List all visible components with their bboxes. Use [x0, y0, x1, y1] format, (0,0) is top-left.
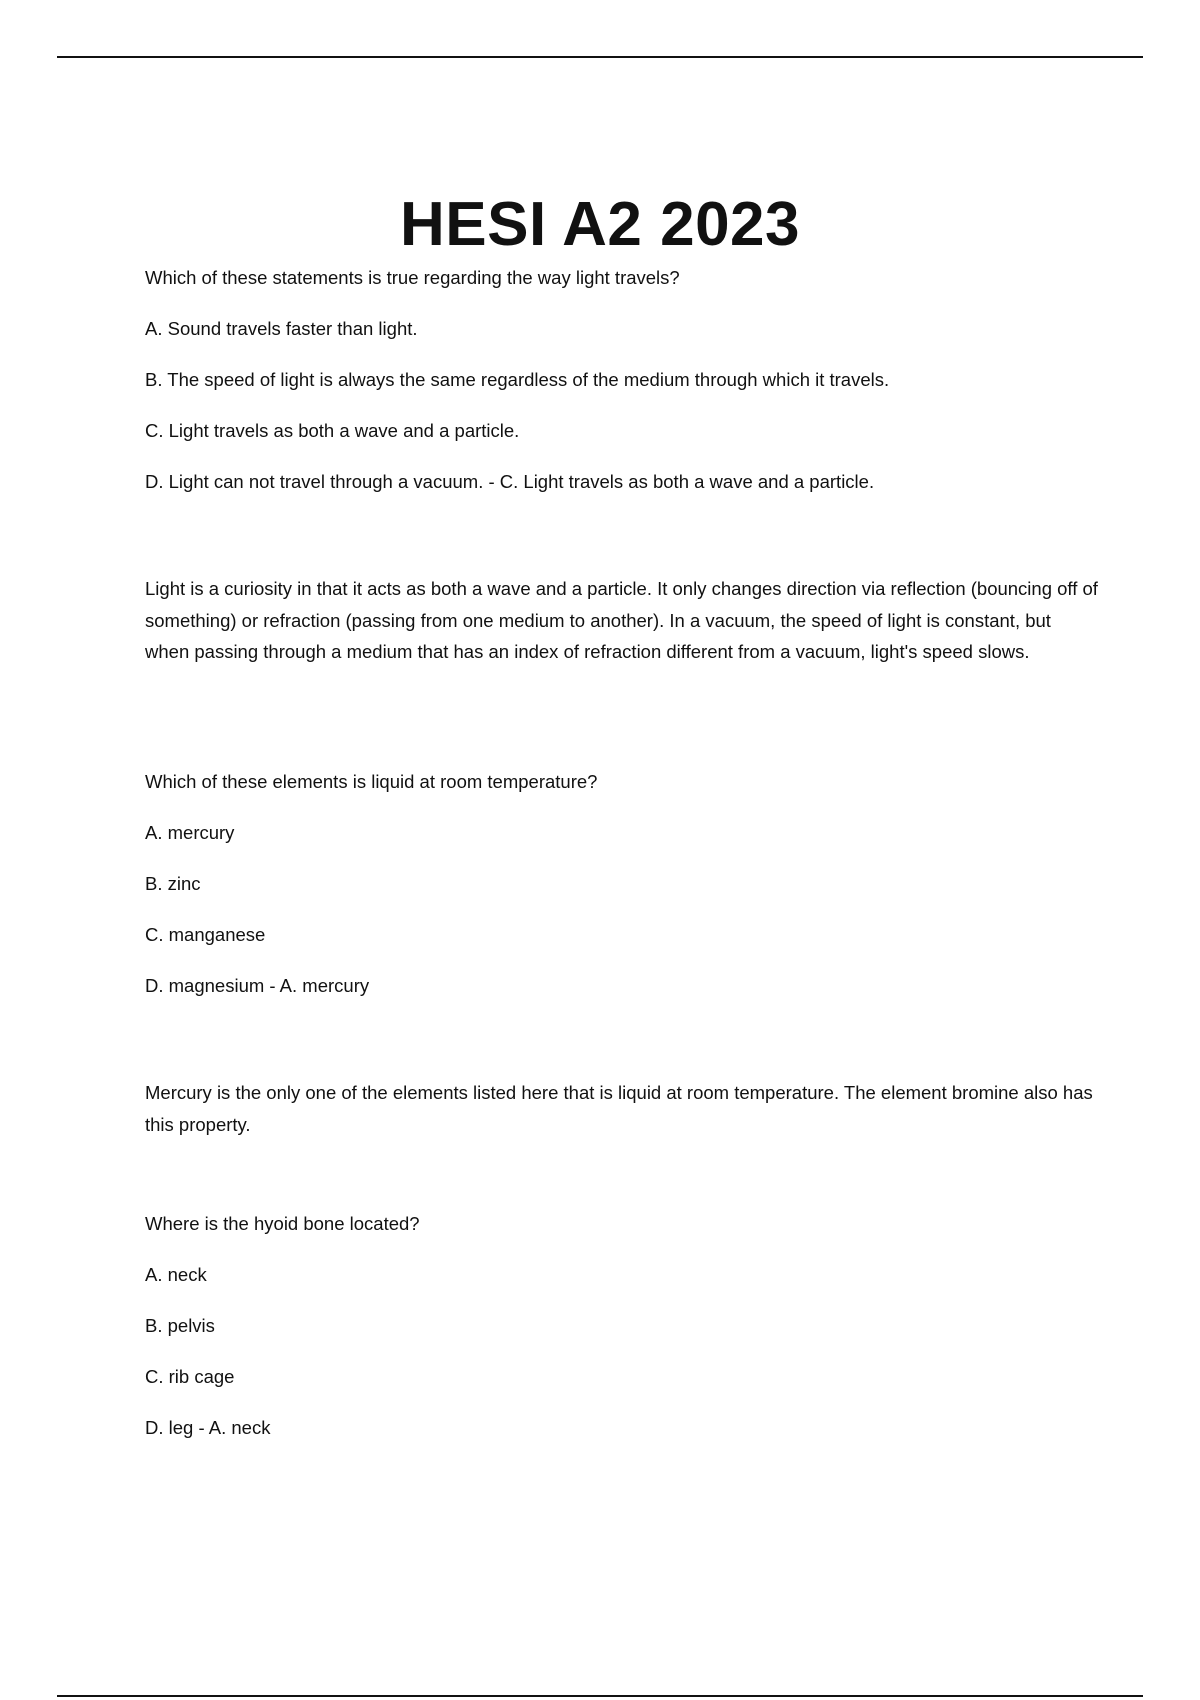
header-rule [57, 56, 1143, 58]
explanation-1: Light is a curiosity in that it acts as both a wave and a particle. It only changes direction via reflection (bouncing off of something) or refraction (passing from one medium to another). In a vacuum, the speed of light is constant, but when passing through a medium that has an index of refraction different from a vacuum, light's speed slows. [145, 578, 1098, 662]
question-text: Which of these elements is liquid at room temperature? [145, 771, 598, 792]
question-block-3 [145, 1212, 420, 1440]
answer-option-c: C. rib cage [145, 1366, 235, 1387]
answer-option-b: B. pelvis [145, 1315, 215, 1336]
answer-option-b: B. The speed of light is always the same regardless of the medium through which it travels. [145, 369, 890, 390]
answer-option-a: A. neck [145, 1264, 207, 1285]
answer-option-d: D. magnesium - A. mercury [145, 975, 370, 996]
answer-option-d: D. leg - A. neck [145, 1417, 271, 1438]
document-title: HESI A2 2023 [399, 189, 801, 259]
answer-option-c: C. manganese [145, 924, 266, 945]
answer-option-d: D. Light can not travel through a vacuum. - C. Light travels as both a wave and a particle. [145, 471, 875, 492]
question-block-2 [145, 770, 597, 998]
footer-rule [57, 1695, 1143, 1697]
explanation-2: Mercury is the only one of the elements listed here that is liquid at room temperature. The element bromine also has this property. [145, 1082, 1093, 1135]
question-text: Which of these statements is true regarding the way light travels? [145, 267, 680, 288]
answer-option-a: A. mercury [145, 822, 235, 843]
question-text: Where is the hyoid bone located? [145, 1213, 420, 1234]
answer-option-c: C. Light travels as both a wave and a particle. [145, 420, 520, 441]
answer-option-b: B. zinc [145, 873, 201, 894]
answer-option-a: A. Sound travels faster than light. [145, 318, 418, 339]
question-block-1 [145, 266, 889, 494]
